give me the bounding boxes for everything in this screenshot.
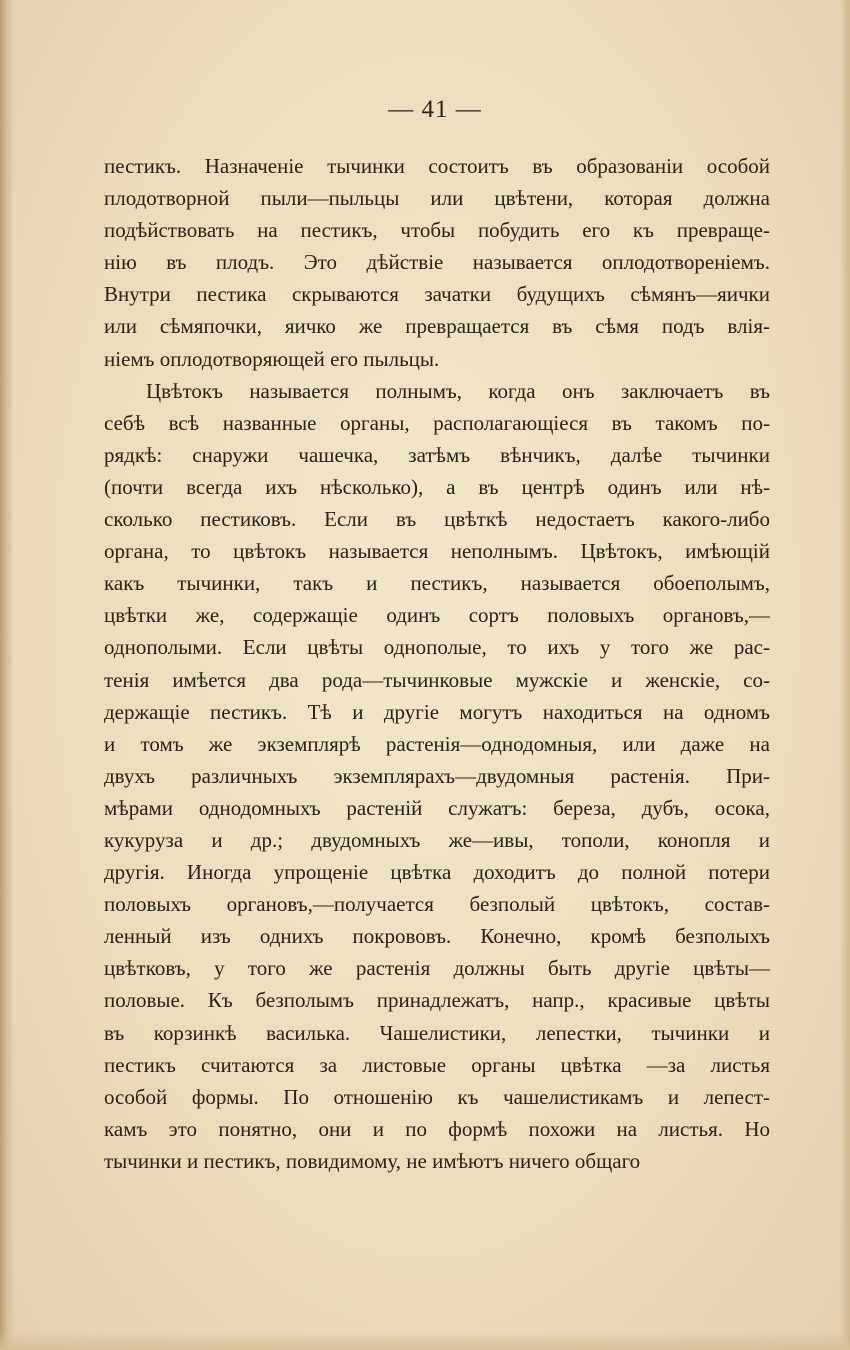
text-line: половые. Къ безполымъ принадлежатъ, напр., красивые цвѣты [104,988,770,1013]
text-line: или сѣмяпочки, яичко же превращается въ сѣмя подъ влія- [104,314,770,339]
text-line: тычинки и пестикъ, повидимому, не имѣютъ ничего общаго [104,1148,641,1173]
text-line: какъ тычинки, такъ и пестикъ, называется обоеполымъ, [104,571,770,596]
text-line: ленный изъ однихъ покрововъ. Конечно, кромѣ безполыхъ [104,924,770,949]
text-line: пестикъ. Назначеніе тычинки состоитъ въ образованіи особой [104,154,770,178]
text-line: тенія имѣется два рода—тычинковые мужскіе и женскіе, со- [104,667,770,692]
text-line: кукуруза и др.; двудомныхъ же—ивы, тополи, конопля и [104,827,770,852]
text-line: пестикъ считаются за листовые органы цвѣтка —за листья [104,1052,770,1077]
text-line: держащіе пестикъ. Тѣ и другіе могутъ находиться на одномъ [104,699,770,724]
page-number: — 41 — [388,96,482,123]
text-line: другія. Иногда упрощеніе цвѣтка доходитъ до полной потери [104,860,770,885]
text-line: цвѣтки же, содержащіе одинъ сортъ половыхъ органовъ,— [104,603,770,628]
body-text [104,150,770,1177]
text-line: мѣрами однодомныхъ растеній служатъ: береза, дубъ, осока, [104,795,770,820]
text-line: плодотворной пыли—пыльцы или цвѣтени, которая должна [104,186,770,211]
text-line: цвѣтковъ, у того же растенія должны быть другіе цвѣты— [104,956,770,981]
text-line: половыхъ органовъ,—получается безполый цвѣтокъ, состав- [104,892,770,917]
page-edge-bottom [0,1332,850,1350]
text-line: подѣйствовать на пестикъ, чтобы побудить его къ превраще- [104,218,770,243]
text-line: рядкѣ: снаружи чашечка, затѣмъ вѣнчикъ, далѣе тычинки [104,442,770,467]
text-line: въ корзинкѣ василька. Чашелистики, лепестки, тычинки и [104,1020,770,1045]
text-line: ніемъ оплодотворяющей его пыльцы. [104,346,440,371]
text-line: особой формы. По отношенію къ чашелистикамъ и лепест- [104,1084,770,1109]
text-line: себѣ всѣ названные органы, располагающіеся въ такомъ по- [104,410,770,435]
text-line: Цвѣтокъ называется полнымъ, когда онъ заключаетъ въ [146,378,770,403]
text-line: нію въ плодъ. Это дѣйствіе называется оплодотвореніемъ. [104,250,770,275]
text-line: однополыми. Если цвѣты однополые, то ихъ у того же рас- [104,635,770,660]
text-line: камъ это понятно, они и по формѣ похожи на листья. Но [104,1116,770,1141]
page-edge-right [840,0,850,1350]
page-edge-left [0,0,14,1350]
text-line: двухъ различныхъ экземплярахъ—двудомныя растенія. При- [104,763,770,788]
text-line: и томъ же экземплярѣ растенія—однодомныя, или даже на [104,731,770,756]
text-line: сколько пестиковъ. Если въ цвѣткѣ недостаетъ какого-либо [104,507,770,532]
text-line: органа, то цвѣтокъ называется неполнымъ. Цвѣтокъ, имѣющій [104,539,770,564]
text-line: (почти всегда ихъ нѣсколько), а въ центрѣ одинъ или нѣ- [104,474,770,499]
text-line: Внутри пестика скрываются зачатки будущихъ сѣмянъ—яички [104,282,770,307]
